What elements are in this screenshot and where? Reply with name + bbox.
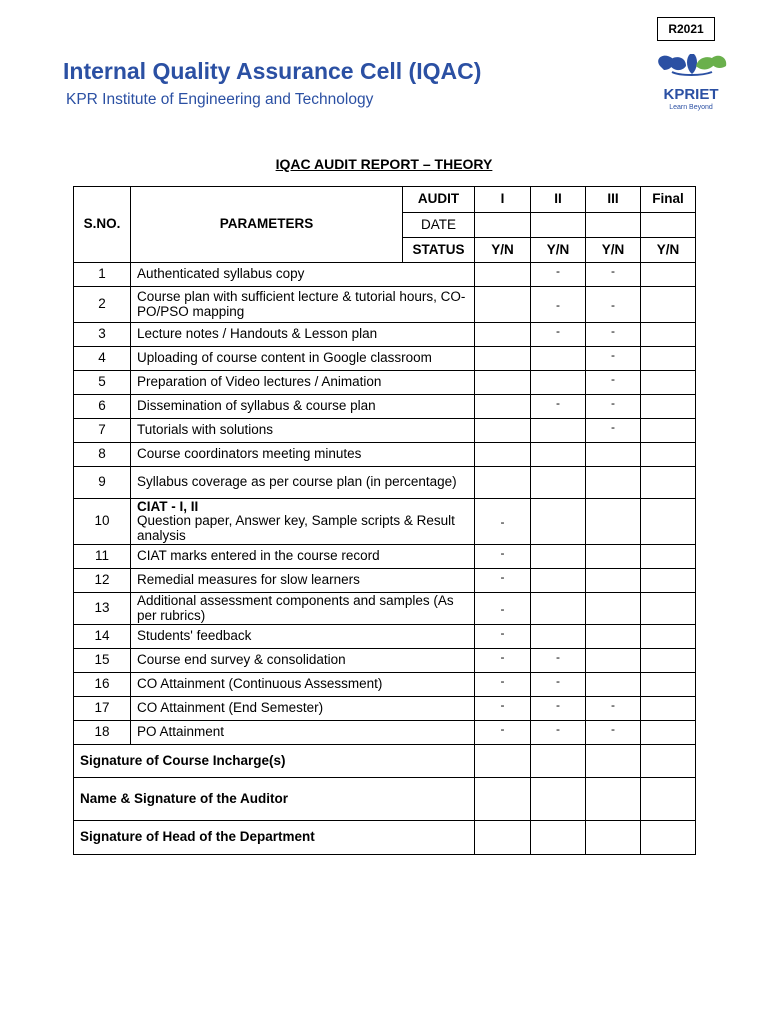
row-sno: 4 — [74, 347, 131, 371]
mark-cell[interactable]: - — [531, 649, 586, 673]
mark-cell[interactable] — [475, 263, 531, 287]
mark-cell[interactable]: - — [586, 347, 641, 371]
mark-cell[interactable] — [641, 545, 696, 569]
signature-cell[interactable] — [531, 821, 586, 855]
table-row — [74, 697, 696, 721]
signature-label: Name & Signature of the Auditor — [74, 778, 475, 821]
signature-cell[interactable] — [475, 745, 531, 778]
table-row — [74, 323, 696, 347]
row-sno: 6 — [74, 395, 131, 419]
row-sno: 5 — [74, 371, 131, 395]
table-row — [74, 649, 696, 673]
row-parameter: CO Attainment (Continuous Assessment) — [131, 673, 475, 697]
mark-cell[interactable]: - — [475, 697, 531, 721]
mark-cell[interactable] — [475, 323, 531, 347]
row-parameter-detail: Question paper, Answer key, Sample scripts & Result analysis — [137, 513, 455, 543]
table-row — [74, 443, 696, 467]
signature-cell[interactable] — [475, 821, 531, 855]
row-sno: 11 — [74, 545, 131, 569]
status-value: Y/N — [531, 238, 586, 263]
date-cell[interactable] — [641, 213, 696, 238]
status-value: Y/N — [641, 238, 696, 263]
signature-row — [74, 821, 696, 855]
row-sno: 3 — [74, 323, 131, 347]
mark-cell[interactable] — [475, 419, 531, 443]
mark-cell[interactable] — [586, 467, 641, 499]
row-sno: 18 — [74, 721, 131, 745]
mark-cell[interactable] — [531, 593, 586, 625]
mark-cell[interactable]: - — [586, 263, 641, 287]
mark-cell[interactable]: - — [531, 721, 586, 745]
mark-cell[interactable]: - — [531, 287, 586, 323]
mark-cell[interactable] — [641, 263, 696, 287]
mark-cell[interactable] — [475, 347, 531, 371]
audit-label: AUDIT — [403, 187, 475, 213]
mark-cell[interactable]: - — [586, 721, 641, 745]
mark-cell[interactable] — [586, 499, 641, 545]
row-parameter-heading: CIAT - I, II — [137, 499, 199, 515]
mark-cell[interactable] — [586, 625, 641, 649]
row-parameter: Syllabus coverage as per course plan (in percentage) — [131, 467, 475, 499]
mark-cell[interactable]: - — [586, 287, 641, 323]
mark-cell[interactable] — [641, 593, 696, 625]
signature-cell[interactable] — [586, 778, 641, 821]
date-cell[interactable] — [531, 213, 586, 238]
mark-cell[interactable] — [641, 395, 696, 419]
table-row — [74, 499, 696, 545]
row-sno: 13 — [74, 593, 131, 625]
mark-cell[interactable] — [586, 673, 641, 697]
mark-cell[interactable] — [641, 323, 696, 347]
mark-cell[interactable]: - — [531, 263, 586, 287]
mark-cell[interactable] — [475, 371, 531, 395]
table-row — [74, 467, 696, 499]
audit-table — [73, 186, 696, 855]
mark-cell[interactable] — [641, 419, 696, 443]
row-parameter: Course end survey & consolidation — [131, 649, 475, 673]
row-parameter: CIAT marks entered in the course record — [131, 545, 475, 569]
table-row — [74, 371, 696, 395]
audit-col-final: Final — [641, 187, 696, 213]
row-sno: 14 — [74, 625, 131, 649]
signature-cell[interactable] — [641, 778, 696, 821]
signature-cell[interactable] — [641, 821, 696, 855]
row-parameter: Remedial measures for slow learners — [131, 569, 475, 593]
mark-cell[interactable] — [531, 443, 586, 467]
parameters-header: PARAMETERS — [131, 187, 403, 263]
mark-cell[interactable] — [531, 371, 586, 395]
row-parameter: Tutorials with solutions — [131, 419, 475, 443]
mark-cell[interactable]: - — [475, 569, 531, 593]
mark-cell[interactable] — [475, 467, 531, 499]
row-parameter: CO Attainment (End Semester) — [131, 697, 475, 721]
table-row — [74, 347, 696, 371]
mark-cell[interactable] — [641, 673, 696, 697]
mark-cell[interactable] — [586, 593, 641, 625]
row-sno: 2 — [74, 287, 131, 323]
row-sno: 10 — [74, 499, 131, 545]
institution-name: KPR Institute of Engineering and Technology — [66, 91, 374, 108]
row-sno: 8 — [74, 443, 131, 467]
row-sno: 12 — [74, 569, 131, 593]
mark-cell[interactable]: - — [531, 673, 586, 697]
document-title: Internal Quality Assurance Cell (IQAC) — [63, 58, 482, 84]
mark-cell[interactable] — [641, 347, 696, 371]
mark-cell[interactable]: - — [586, 419, 641, 443]
row-parameter: Lecture notes / Handouts & Lesson plan — [131, 323, 475, 347]
mark-cell[interactable] — [586, 443, 641, 467]
row-parameter: PO Attainment — [131, 721, 475, 745]
date-label: DATE — [403, 213, 475, 238]
mark-cell[interactable]: - — [475, 649, 531, 673]
row-sno: 9 — [74, 467, 131, 499]
mark-cell[interactable]: - — [475, 721, 531, 745]
row-parameter: Dissemination of syllabus & course plan — [131, 395, 475, 419]
date-cell[interactable] — [586, 213, 641, 238]
signature-row — [74, 778, 696, 821]
mark-cell[interactable] — [641, 569, 696, 593]
table-row — [74, 721, 696, 745]
table-row — [74, 287, 696, 323]
table-row — [74, 545, 696, 569]
signature-cell[interactable] — [531, 778, 586, 821]
row-sno: 17 — [74, 697, 131, 721]
mark-cell[interactable] — [531, 467, 586, 499]
status-label: STATUS — [403, 238, 475, 263]
signature-label: Signature of Course Incharge(s) — [74, 745, 475, 778]
audit-col-1: I — [475, 187, 531, 213]
table-row — [74, 419, 696, 443]
table-row — [74, 625, 696, 649]
status-value: Y/N — [586, 238, 641, 263]
row-parameter: Students' feedback — [131, 625, 475, 649]
row-sno: 1 — [74, 263, 131, 287]
mark-cell[interactable] — [586, 545, 641, 569]
mark-cell[interactable]: - — [475, 499, 531, 545]
mark-cell[interactable] — [531, 625, 586, 649]
row-sno: 16 — [74, 673, 131, 697]
table-row — [74, 569, 696, 593]
row-parameter: Uploading of course content in Google classroom — [131, 347, 475, 371]
mark-cell[interactable]: - — [586, 395, 641, 419]
signature-cell[interactable] — [641, 745, 696, 778]
signature-row — [74, 745, 696, 778]
row-parameter — [131, 499, 475, 545]
row-parameter: Course plan with sufficient lecture & tutorial hours, CO-PO/PSO mapping — [131, 287, 475, 323]
audit-col-2: II — [531, 187, 586, 213]
signature-label: Signature of Head of the Department — [74, 821, 475, 855]
mark-cell[interactable]: - — [475, 593, 531, 625]
logo-tagline: Learn Beyond — [669, 104, 713, 111]
signature-cell[interactable] — [586, 745, 641, 778]
row-sno: 7 — [74, 419, 131, 443]
mark-cell[interactable] — [475, 395, 531, 419]
mark-cell[interactable] — [641, 499, 696, 545]
date-cell[interactable] — [475, 213, 531, 238]
mark-cell[interactable] — [531, 499, 586, 545]
mark-cell[interactable] — [641, 625, 696, 649]
mark-cell[interactable] — [475, 287, 531, 323]
mark-cell[interactable] — [641, 287, 696, 323]
mark-cell[interactable]: - — [531, 395, 586, 419]
mark-cell[interactable] — [475, 443, 531, 467]
mark-cell[interactable] — [641, 443, 696, 467]
mark-cell[interactable]: - — [531, 323, 586, 347]
mark-cell[interactable]: - — [586, 697, 641, 721]
signature-cell[interactable] — [586, 821, 641, 855]
mark-cell[interactable] — [586, 569, 641, 593]
status-value: Y/N — [475, 238, 531, 263]
logo-wordmark: KPRIET — [663, 86, 719, 103]
regulation-code-box: R2021 — [657, 17, 715, 41]
mark-cell[interactable] — [531, 569, 586, 593]
mark-cell[interactable] — [641, 371, 696, 395]
table-row — [74, 673, 696, 697]
table-row — [74, 263, 696, 287]
report-title: IQAC AUDIT REPORT – THEORY — [275, 156, 493, 172]
mark-cell[interactable]: - — [586, 371, 641, 395]
sno-header: S.NO. — [74, 187, 131, 263]
mark-cell[interactable] — [531, 545, 586, 569]
mark-cell[interactable] — [586, 649, 641, 673]
mark-cell[interactable] — [641, 649, 696, 673]
row-parameter: Course coordinators meeting minutes — [131, 443, 475, 467]
signature-cell[interactable] — [531, 745, 586, 778]
mark-cell[interactable]: - — [475, 545, 531, 569]
mark-cell[interactable] — [641, 467, 696, 499]
mark-cell[interactable]: - — [475, 625, 531, 649]
table-row — [74, 593, 696, 625]
mark-cell[interactable]: - — [586, 323, 641, 347]
mark-cell[interactable]: - — [531, 697, 586, 721]
row-parameter: Additional assessment components and samples (As per rubrics) — [131, 593, 475, 625]
mark-cell[interactable] — [531, 419, 586, 443]
signature-cell[interactable] — [475, 778, 531, 821]
mark-cell[interactable] — [531, 347, 586, 371]
row-sno: 15 — [74, 649, 131, 673]
mark-cell[interactable]: - — [475, 673, 531, 697]
audit-col-3: III — [586, 187, 641, 213]
row-parameter: Preparation of Video lectures / Animation — [131, 371, 475, 395]
mark-cell[interactable] — [641, 721, 696, 745]
row-parameter: Authenticated syllabus copy — [131, 263, 475, 287]
table-row — [74, 395, 696, 419]
mark-cell[interactable] — [641, 697, 696, 721]
